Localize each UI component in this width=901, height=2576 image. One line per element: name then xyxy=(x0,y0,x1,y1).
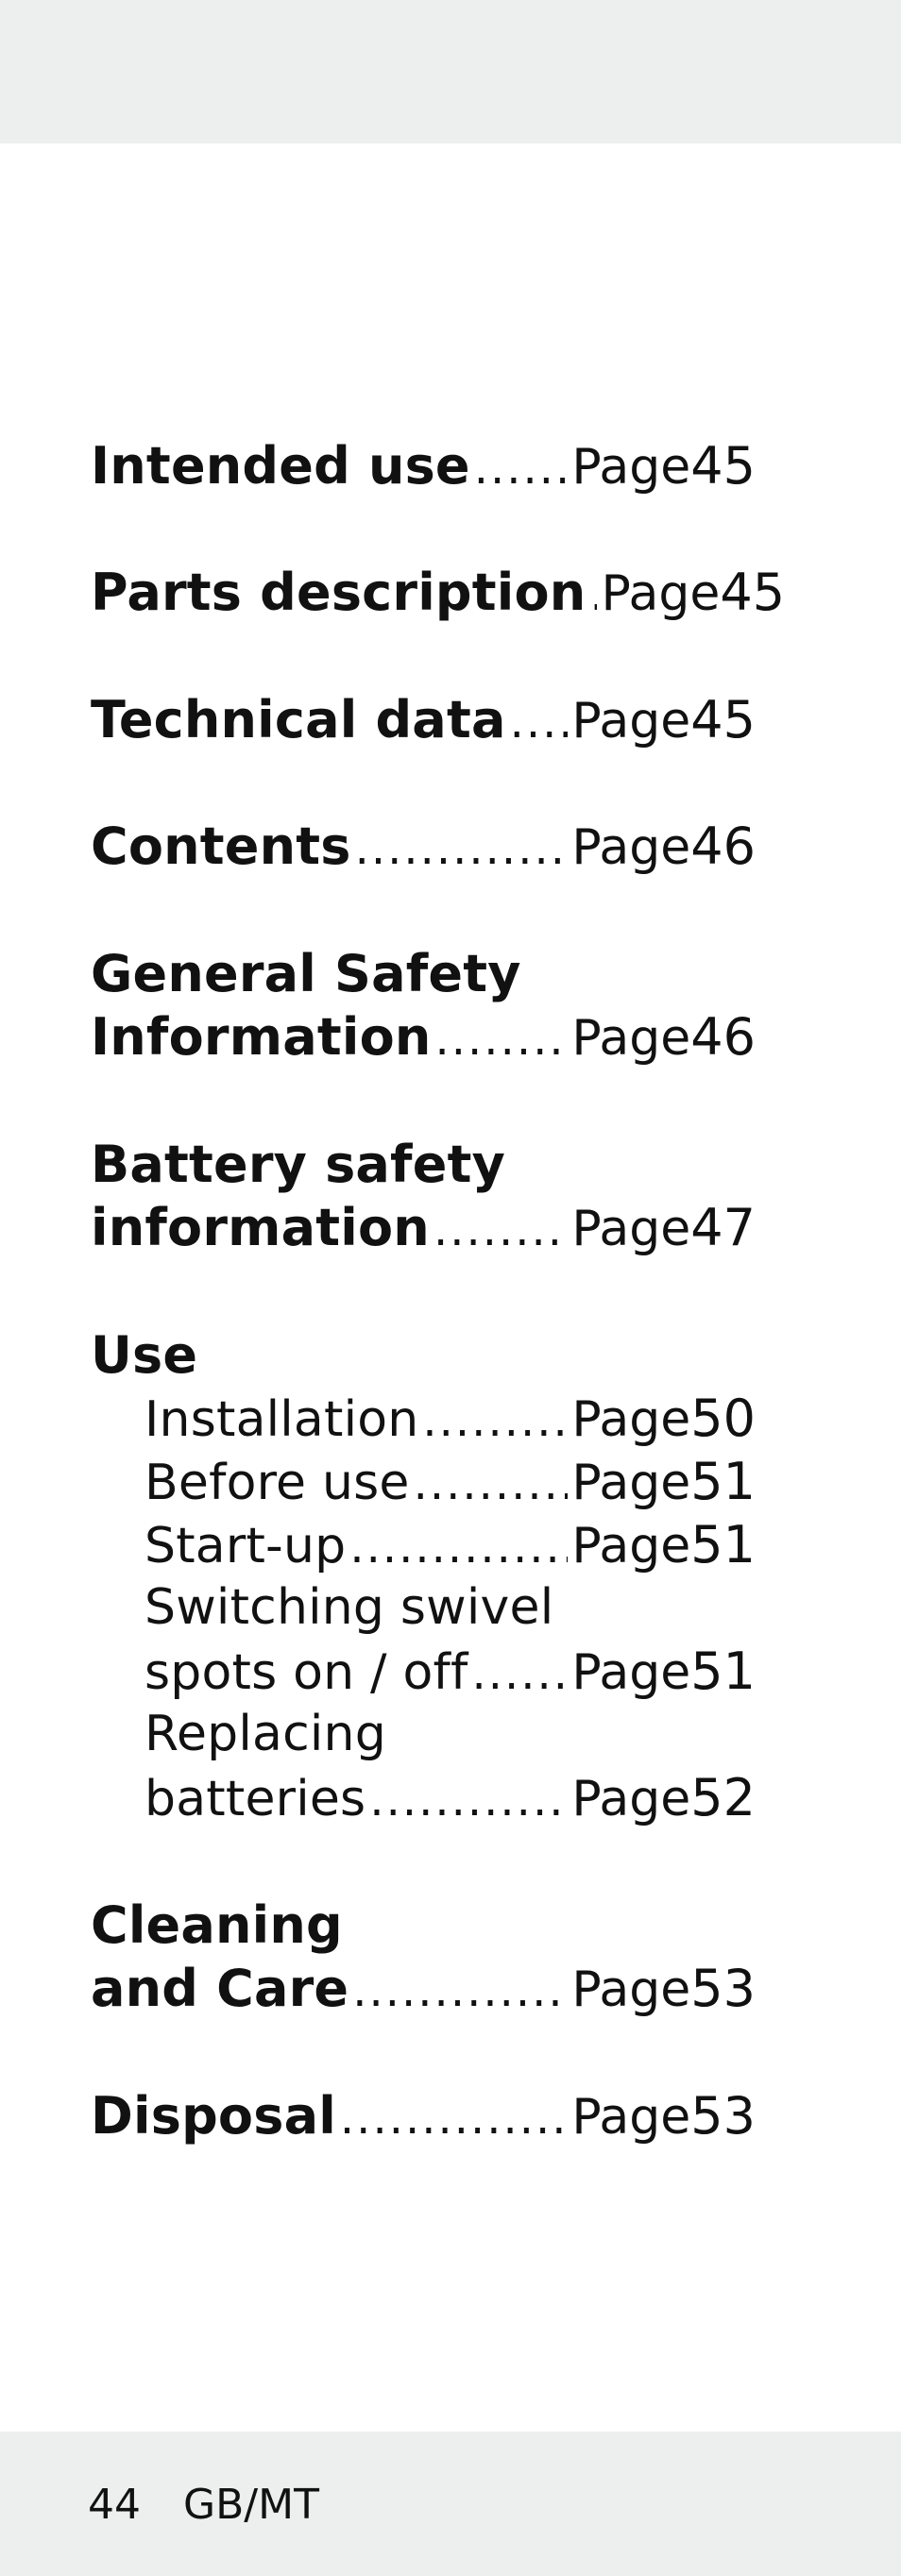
header-band xyxy=(0,0,901,143)
page-number: 53 xyxy=(690,1959,756,2018)
dot-leader xyxy=(349,1516,568,1579)
toc-title-line1: General Safety xyxy=(91,944,521,1003)
toc-title-line2: Information xyxy=(91,1007,432,1067)
dot-leader xyxy=(510,691,569,754)
page-label: Page xyxy=(571,1455,691,1511)
page-number: 46 xyxy=(690,1007,756,1067)
dot-leader xyxy=(369,1769,568,1832)
toc-entry-contents[interactable] xyxy=(91,815,756,878)
toc-title-line1: Replacing xyxy=(144,1706,386,1762)
dot-leader xyxy=(355,817,569,881)
dot-leader xyxy=(434,1199,568,1262)
dot-leader xyxy=(352,1960,568,2023)
page-label: Page xyxy=(571,1961,691,2018)
toc-title: Intended use xyxy=(91,436,470,496)
page-number: 51 xyxy=(690,1515,756,1574)
toc-title-line2: information xyxy=(91,1198,430,1257)
page-label: Page xyxy=(571,1010,691,1067)
page-label: Page xyxy=(571,1644,691,1701)
footer-country-code: GB/MT xyxy=(183,2481,319,2529)
toc-title: Start-up xyxy=(144,1518,347,1574)
toc-entry-switching-swivel-spots[interactable] xyxy=(144,1576,756,1703)
footer-page-number: 44 xyxy=(88,2481,141,2529)
page-number: 47 xyxy=(690,1198,756,1257)
toc-title: Use xyxy=(91,1325,198,1385)
dot-leader xyxy=(422,1389,568,1453)
page-label: Page xyxy=(571,1201,691,1257)
page-number: 45 xyxy=(720,563,786,622)
page-number: 53 xyxy=(690,2086,756,2146)
page-label: Page xyxy=(571,439,691,496)
toc-title: Contents xyxy=(91,817,351,876)
page-label: Page xyxy=(571,2089,691,2146)
toc-entry-parts-description[interactable] xyxy=(91,561,786,624)
toc-entry-cleaning-and-care[interactable] xyxy=(91,1894,756,2020)
toc-title-line1: Switching swivel xyxy=(144,1579,554,1636)
dot-leader xyxy=(472,1642,569,1706)
toc-entry-before-use[interactable] xyxy=(144,1450,756,1513)
toc-title-line1: Battery safety xyxy=(91,1135,505,1194)
dot-leader xyxy=(414,1453,569,1516)
toc-entry-general-safety-information[interactable] xyxy=(91,942,756,1069)
page-label: Page xyxy=(571,1518,691,1574)
toc-entry-start-up[interactable] xyxy=(144,1513,756,1576)
dot-leader xyxy=(435,1008,569,1071)
toc-entry-technical-data[interactable] xyxy=(91,688,756,751)
page-number: 45 xyxy=(690,436,756,496)
page-number: 52 xyxy=(690,1768,756,1827)
toc-title-line1: Cleaning xyxy=(91,1895,343,1955)
toc-title: Before use xyxy=(144,1455,410,1511)
toc-entry-installation[interactable] xyxy=(144,1387,756,1450)
dot-leader xyxy=(589,564,597,627)
page-label: Page xyxy=(571,819,691,876)
toc-entry-replacing-batteries[interactable] xyxy=(144,1703,756,1829)
toc-title-line2: batteries xyxy=(144,1771,366,1827)
toc-title-line2: spots on / off xyxy=(144,1644,468,1701)
page-number: 50 xyxy=(690,1389,756,1448)
page-number: 46 xyxy=(690,817,756,876)
toc-title: Technical data xyxy=(91,690,506,749)
page-number: 51 xyxy=(690,1452,756,1511)
page-number: 51 xyxy=(690,1642,756,1701)
toc-entry-use[interactable] xyxy=(91,1323,756,1387)
page-number: 45 xyxy=(690,690,756,749)
toc-title: Disposal xyxy=(91,2086,336,2146)
page-label: Page xyxy=(571,693,691,749)
toc-entry-battery-safety-information[interactable] xyxy=(91,1133,756,1259)
page-label: Page xyxy=(571,1771,691,1827)
dot-leader xyxy=(474,437,569,500)
page-label: Page xyxy=(601,565,721,622)
toc-title: Installation xyxy=(144,1391,419,1448)
page-label: Page xyxy=(571,1391,691,1448)
dot-leader xyxy=(340,2087,568,2150)
toc-title-line2: and Care xyxy=(91,1959,349,2018)
toc-entry-intended-use[interactable] xyxy=(91,434,756,497)
toc-title: Parts description xyxy=(91,563,586,622)
toc-entry-disposal[interactable] xyxy=(91,2084,756,2147)
